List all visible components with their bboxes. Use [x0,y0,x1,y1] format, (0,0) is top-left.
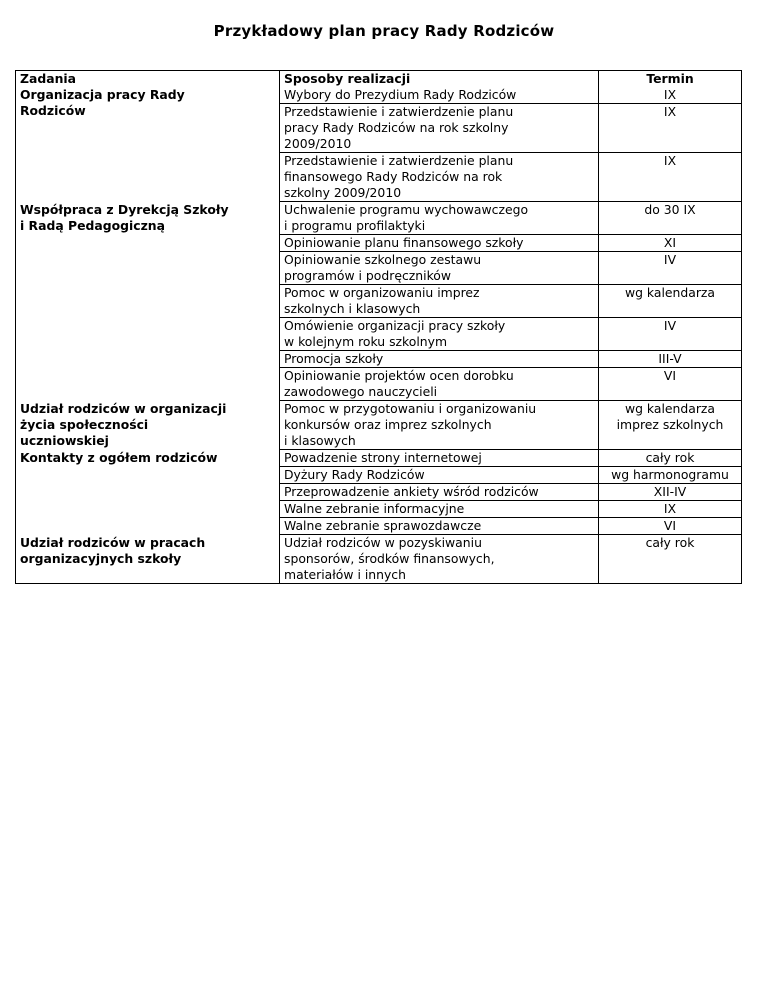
group-label-line: życia społeczności [20,416,149,432]
sposob-line: Promocja szkoły [284,351,384,366]
sposob-line: w kolejnym roku szkolnym [284,334,448,349]
sposob-line: Opiniowanie planu finansowego szkoły [284,235,524,250]
termin-cell [599,285,742,318]
header-zadania: Zadania [20,71,77,86]
sposob-line: konkursów oraz imprez szkolnych [284,417,492,432]
group-label-line: organizacyjnych szkoły [20,550,182,566]
table-row [16,450,742,467]
table-row [16,535,742,584]
sposob-cell [280,87,599,104]
sposob-cell [280,368,599,401]
termin-cell [599,401,742,450]
table-row [16,401,742,450]
work-plan-table [15,70,742,584]
sposob-line: Uchwalenie programu wychowawczego [284,202,529,217]
header-termin: Termin [599,71,742,88]
termin-line: wg harmonogramu [611,467,729,482]
sposob-line: Pomoc w przygotowaniu i organizowaniu [284,401,537,416]
termin-cell [599,535,742,584]
termin-line: XI [663,235,677,250]
termin-line: III-V [658,351,682,366]
sposob-cell [280,235,599,252]
sposob-line: i klasowych [284,433,356,448]
group-organizacja [16,71,280,202]
sposob-line: pracy Rady Rodziców na rok szkolny [284,120,509,135]
sposob-line: Dyżury Rady Rodziców [284,467,425,482]
group-label-line: Kontakty z ogółem rodziców [20,449,218,465]
termin-cell [599,153,742,202]
termin-cell [599,450,742,467]
group-label-line: Udział rodziców w pracach [20,534,206,550]
group-label-line: Współpraca z Dyrekcją Szkoły [20,201,229,217]
header-sposoby: Sposoby realizacji [280,71,599,88]
termin-cell [599,467,742,484]
termin-line: VI [663,518,677,533]
table-row [16,202,742,235]
sposob-line: 2009/2010 [284,136,352,151]
termin-line: imprez szkolnych [616,417,724,432]
group-udzial-organizacja [16,401,280,450]
termin-cell [599,104,742,153]
group-label-line: uczniowskiej [20,432,109,448]
sposob-line: Udział rodziców w pozyskiwaniu [284,535,482,550]
termin-line: wg kalendarza [624,401,716,416]
termin-cell [599,501,742,518]
termin-cell [599,518,742,535]
termin-cell [599,235,742,252]
termin-cell [599,252,742,285]
sposob-cell [280,401,599,450]
sposob-cell [280,104,599,153]
termin-cell [599,87,742,104]
sposob-line: materiałów i innych [284,567,406,582]
termin-line: do 30 IX [644,202,696,217]
sposob-line: Walne zebranie sprawozdawcze [284,518,482,533]
sposob-cell [280,501,599,518]
group-kontakty [16,450,280,535]
sposob-cell [280,202,599,235]
sposob-line: Przedstawienie i zatwierdzenie planu [284,104,514,119]
sposob-cell [280,450,599,467]
termin-line: IX [663,87,677,102]
sposob-line: Opiniowanie szkolnego zestawu [284,252,482,267]
sposob-line: szkolnych i klasowych [284,301,421,316]
group-prace-organizacyjne [16,535,280,584]
table-header-row [16,71,742,88]
sposob-cell [280,484,599,501]
sposob-line: Powadzenie strony internetowej [284,450,482,465]
sposob-cell [280,351,599,368]
sposob-line: szkolny 2009/2010 [284,185,402,200]
group-label-line: Organizacja pracy Rady [20,87,185,102]
termin-line: cały rok [645,450,695,465]
sposob-cell [280,285,599,318]
termin-cell [599,351,742,368]
sposob-line: Walne zebranie informacyjne [284,501,465,516]
sposob-line: zawodowego nauczycieli [284,384,438,399]
termin-cell [599,202,742,235]
sposob-line: Opiniowanie projektów ocen dorobku [284,368,514,383]
sposob-cell [280,518,599,535]
sposob-line: Omówienie organizacji pracy szkoły [284,318,506,333]
sposob-line: Pomoc w organizowaniu imprez [284,285,480,300]
sposob-line: programów i podręczników [284,268,452,283]
termin-line: cały rok [645,535,695,550]
termin-line: VI [663,368,677,383]
sposob-line: finansowego Rady Rodziców na rok [284,169,503,184]
termin-cell [599,318,742,351]
sposob-cell [280,318,599,351]
group-wspolpraca [16,202,280,401]
sposob-cell [280,467,599,484]
sposob-line: Przedstawienie i zatwierdzenie planu [284,153,514,168]
termin-line: IX [663,153,677,168]
sposob-line: Wybory do Prezydium Rady Rodziców [284,87,517,102]
sposob-cell [280,153,599,202]
termin-line: wg kalendarza [624,285,716,300]
termin-cell [599,484,742,501]
sposob-cell [280,252,599,285]
sposob-line: sponsorów, środków finansowych, [284,551,495,566]
group-label-line: i Radą Pedagogiczną [20,217,165,233]
termin-cell [599,368,742,401]
sposob-cell [280,535,599,584]
termin-line: IX [663,501,677,516]
group-label-line: Rodziców [20,103,86,118]
termin-line: XII-IV [653,484,687,499]
termin-line: IX [663,104,677,119]
group-label-line: Udział rodziców w organizacji [20,400,227,416]
sposob-line: Przeprowadzenie ankiety wśród rodziców [284,484,539,499]
termin-line: IV [663,318,677,333]
page-title: Przykładowy plan pracy Rady Rodziców [213,22,555,40]
termin-line: IV [663,252,677,267]
sposob-line: i programu profilaktyki [284,218,426,233]
